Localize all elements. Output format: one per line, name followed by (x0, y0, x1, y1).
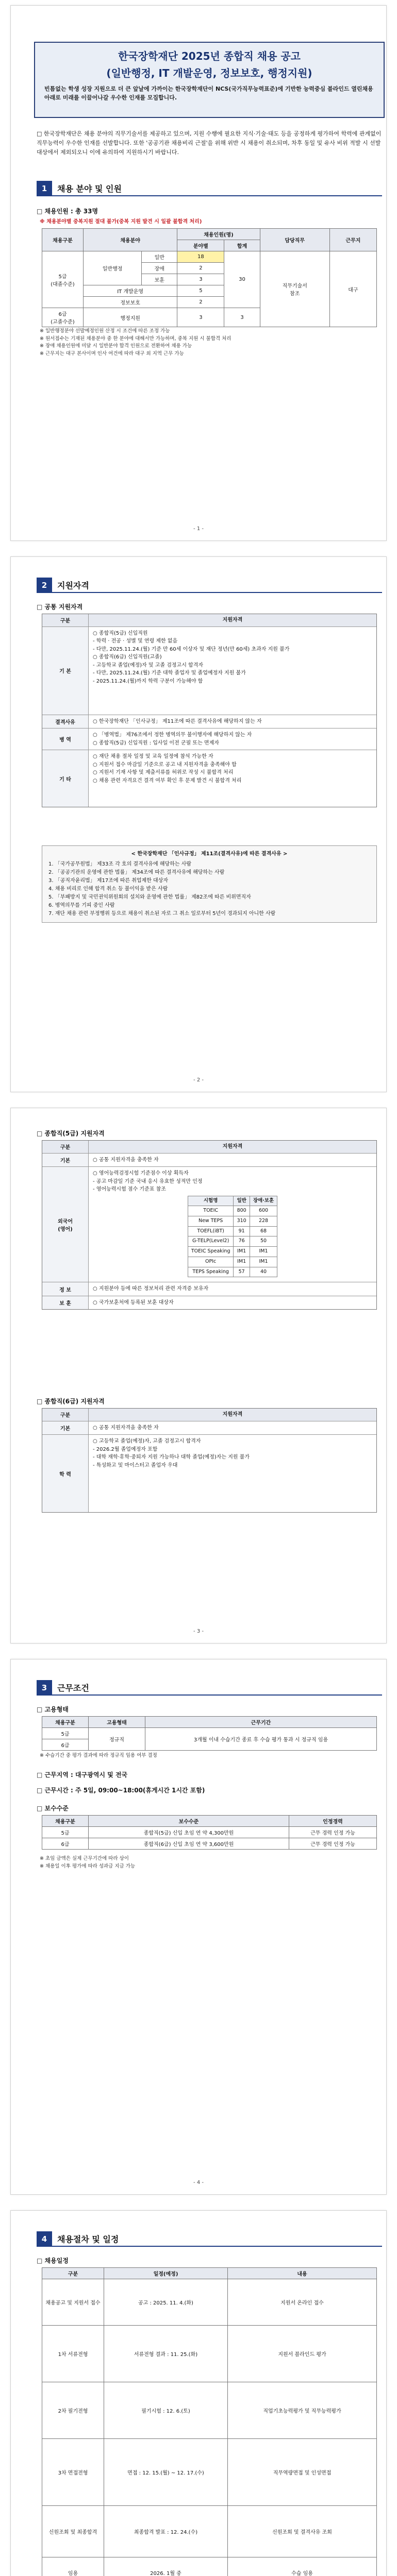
pay-notes (40, 1855, 380, 1870)
disqualification-box (42, 845, 377, 923)
cell-location: 대구 (329, 251, 376, 327)
section-2-header (37, 578, 382, 593)
english-score-table (188, 1196, 277, 1278)
grade5-qual-table (42, 1140, 377, 1310)
score-cell: 57 (234, 1267, 250, 1277)
cell-field: IT 개발운영 (84, 285, 177, 297)
th-by-field: 분야별 (177, 240, 224, 251)
score-cell: TOEFL(iBT) (188, 1226, 234, 1236)
table-row (42, 627, 376, 715)
pay-cell: 종합직(5급) 신입 초임 연 약 4,300만원 (89, 1827, 289, 1838)
section-4-title: 채용절차 및 일정 (52, 2231, 382, 2247)
table-row (42, 2326, 377, 2382)
intro-paragraph: □ 한국장학재단은 채용 분야의 직무기술서를 제공하고 있으며, 지원 수행에 필요한 지식·기술·태도 등을 공정하게 평가하여 학력에 관계없이 직무능력이 우수한 인재를 선발합니다. 또한 '공공기관 채용비리 근절'을 위해 위반 시 채용이 취소되며, 차후 동일 및 유사 비위 적발 시 선발 대상에서 제외되오니 이에 유의하여 지원하시기 바랍니다. (37, 130, 382, 156)
sched-cell: 지원서 블라인드 평가 (228, 2326, 377, 2382)
banner-title: 한국장학재단 2025년 종합직 채용 공고 (118, 50, 301, 62)
table-header-row (42, 1141, 376, 1154)
section-4-number: 4 (37, 2231, 52, 2247)
table-row (42, 1728, 377, 1739)
score-cell: 40 (250, 1267, 277, 1277)
section-2-number: 2 (37, 578, 52, 593)
note-line: ※ 근무지는 대구 본사이며 인사 여건에 따라 대구 외 지역 근무 가능 (40, 351, 184, 357)
th-content: 내용 (228, 2268, 377, 2279)
announcement-banner (34, 42, 385, 118)
row-value: ○ 국가보훈처에 등록된 보훈 대상자 (93, 1299, 174, 1306)
section-4-header (37, 2231, 382, 2247)
note-line: ※ 일반행정분야 선발예정인원 산정 시 조건에 따른 조정 가능 (40, 328, 170, 334)
pay-heading: □ 보수수준 (37, 1805, 69, 1812)
col-category: 구분 (42, 1141, 89, 1153)
row-key: 병 역 (42, 728, 89, 750)
cell-count: 2 (177, 263, 224, 274)
section-3-number: 3 (37, 1680, 52, 1696)
table-row (42, 715, 376, 729)
row-key: 결격사유 (42, 715, 89, 728)
table-row (42, 750, 376, 807)
sched-cell: 채용공고 및 지원서 접수 (42, 2279, 104, 2326)
cell-duty: 직무기술서 참조 (260, 251, 329, 327)
pay-cell: 6급 (42, 1838, 89, 1850)
emp-period: 3개월 이내 수습기간 종료 후 수습 평가 통과 시 정규직 임용 (145, 1728, 377, 1751)
table-row (42, 2279, 377, 2326)
col-category: 구분 (42, 1409, 89, 1421)
sched-cell: 신원조회 및 결격사유 조회 (228, 2506, 377, 2557)
row-key: 정 보 (42, 1282, 89, 1296)
page-number: - 1 - (193, 526, 204, 532)
col-qualification: 지원자격 (89, 1409, 376, 1421)
table-row (42, 1154, 376, 1167)
th-count: 채용인원(명) (177, 229, 260, 240)
cell-subfield: 보훈 (142, 274, 177, 285)
table-row (42, 2382, 377, 2439)
score-cell: TOEIC (188, 1206, 234, 1216)
row-value: ○ 「병역법」 제76조에서 정한 병역의무 불이행자에 해당하지 않는 자 ○ 종합직(5급) 신입직원 : 입사일 이전 군필 또는 면제자 (93, 732, 252, 746)
disqualification-item: 6. 병역의무를 기피 중인 사람 (48, 903, 115, 908)
score-cell: IM1 (250, 1247, 277, 1257)
sched-cell: 신원조회 및 최종합격 (42, 2506, 104, 2557)
table-row (188, 1267, 277, 1277)
row-key: 보 훈 (42, 1296, 89, 1310)
section-3-header (37, 1680, 382, 1696)
table-header-row (42, 614, 376, 627)
disqualification-item: 5. 「부패방지 및 국민권익위원회의 설치와 운영에 관한 법률」 제82조에 따른 비위면직자 (48, 894, 251, 900)
cell-field: 행정지원 (84, 308, 177, 327)
row-key: 기본 (42, 1421, 89, 1435)
th-location: 근무지 (329, 229, 376, 251)
table-row (188, 1257, 277, 1267)
cell-total: 3 (224, 308, 260, 327)
section-1-title: 채용 분야 및 인원 (52, 181, 382, 196)
pay-cell: 근무 경력 인정 가능 (289, 1838, 377, 1850)
note-line: ※ 초임 금액은 실제 근무기간에 따라 상이 (40, 1856, 129, 1861)
table-row (42, 2506, 377, 2557)
cell-grade5: 5급 (대졸수준) (42, 251, 84, 308)
sched-cell: 3차 면접전형 (42, 2439, 104, 2506)
cell-subfield: 장애 (142, 263, 177, 274)
score-cell: 228 (250, 1216, 277, 1226)
score-cell: New TEPS (188, 1216, 234, 1226)
employment-type-table (42, 1716, 377, 1751)
sched-cell: 2026. 1월 중 (104, 2557, 228, 2576)
emp-category: 5급 (42, 1728, 89, 1739)
score-col: 시험명 (188, 1196, 234, 1206)
table-row (188, 1206, 277, 1216)
sched-cell: 직업기초능력평가 및 직무능력평가 (228, 2382, 377, 2439)
recruit-table (42, 228, 377, 327)
section-1-number: 1 (37, 181, 52, 196)
note-line: ※ 채용일 이후 평가에 따라 성과급 지급 가능 (40, 1863, 136, 1869)
col-qualification: 지원자격 (89, 614, 376, 626)
th-date: 일정(예정) (104, 2268, 228, 2279)
row-value: ○ 지원분야 등에 따른 정보처리 관련 자격증 보유자 (93, 1286, 209, 1292)
emp-category: 6급 (42, 1739, 89, 1751)
row-value (89, 1167, 376, 1282)
common-qual-table (42, 614, 377, 807)
th-stage: 구분 (42, 2268, 104, 2279)
table-row (188, 1236, 277, 1247)
cell-count: 18 (177, 251, 224, 263)
section-3-title: 근무조건 (52, 1680, 382, 1696)
sched-cell: 수습 임용 (228, 2557, 377, 2576)
page-5 (10, 2210, 387, 2576)
th-emp-category: 채용구분 (42, 1717, 89, 1728)
row-key: 기 타 (42, 750, 89, 807)
grade5-qual-heading: □ 종합직(5급) 지원자격 (37, 1130, 105, 1137)
table-row (42, 1282, 376, 1296)
score-cell: 76 (234, 1236, 250, 1247)
sched-cell: 지원서 온라인 접수 (228, 2279, 377, 2326)
table-row (42, 1827, 377, 1838)
row-value: ○ 공통 지원자격을 충족한 자 (93, 1157, 159, 1163)
disqualification-item: 1. 「국가공무원법」 제33조 각 호의 결격사유에 해당하는 사람 (48, 861, 192, 867)
page-number: - 3 - (193, 1629, 204, 1634)
score-cell: 91 (234, 1226, 250, 1236)
cell-count: 3 (177, 274, 224, 285)
cell-count: 3 (177, 308, 224, 327)
disqualification-item: 4. 채용 비리로 인해 합격 취소 등 불이익을 받은 사람 (48, 886, 168, 892)
score-cell: 600 (250, 1206, 277, 1216)
th-emp-period: 근무기간 (145, 1717, 377, 1728)
score-cell: 68 (250, 1226, 277, 1236)
score-cell: TEPS Speaking (188, 1267, 234, 1277)
table-row (188, 1247, 277, 1257)
cell-field: 일반행정 (84, 251, 142, 285)
schedule-heading: □ 채용일정 (37, 2257, 69, 2264)
score-cell: IM1 (234, 1257, 250, 1267)
sched-cell: 서류전형 결과 : 11. 25.(화) (104, 2326, 228, 2382)
section-1-header (37, 181, 382, 196)
cell-field: 정보보호 (84, 297, 177, 308)
cell-grade6: 6급 (고졸수준) (42, 308, 84, 327)
table-row (42, 728, 376, 750)
duplicate-warning: ※ 채용분야별 중복지원 절대 불가(중복 지원 발견 시 일괄 불합격 처리) (40, 219, 202, 225)
pay-cell: 종합직(6급) 신입 초임 연 약 3,600만원 (89, 1838, 289, 1850)
grade6-qual-table (42, 1408, 377, 1513)
emp-type: 정규직 (89, 1728, 145, 1751)
col-qualification: 지원자격 (89, 1141, 376, 1153)
row-value: ○ 종합직(5급) 신입직원 - 학력 · 전공 · 성별 및 연령 제한 없음 - 다만, 2025.11.24.(월) 기준 만 60세 이상자 및 재단 정년(만 60세) 초과자 지원 불가 ○ 종합직(6급) 신입직원(고졸) - 고등학교 졸업(예정)자 및 고졸 검정고시 합격자 - 다만, 2025.11.24.(월) 기준 대학 졸업자 및 졸업예정자 지원 불가 - 2025.11.24.(월)까지 학력 구분이 가능해야 함 (93, 630, 290, 684)
th-category: 채용구분 (42, 229, 84, 251)
table-row (42, 1296, 376, 1310)
page-number: - 4 - (193, 2180, 204, 2185)
table-row (42, 1421, 376, 1435)
table-row (42, 2439, 377, 2506)
table-row (42, 1838, 377, 1850)
th-emp-type: 고용형태 (89, 1717, 145, 1728)
sched-cell: 최종합격 발표 : 12. 24.(수) (104, 2506, 228, 2557)
score-cell: 800 (234, 1206, 250, 1216)
section-2-title: 지원자격 (52, 578, 382, 593)
score-cell: TOEIC Speaking (188, 1247, 234, 1257)
page-2 (10, 556, 387, 1092)
sched-cell: 공고 : 2025. 11. 4.(화) (104, 2279, 228, 2326)
grade6-qual-heading: □ 종합직(6급) 지원자격 (37, 1398, 105, 1405)
page-4 (10, 1659, 387, 2195)
employment-type-heading: □ 고용형태 (37, 1706, 69, 1713)
sched-cell: 면접 : 12. 15.(월) ~ 12. 17.(수) (104, 2439, 228, 2506)
row-key: 기본 (42, 1154, 89, 1167)
score-cell: OPIc (188, 1257, 234, 1267)
th-total: 합계 (224, 240, 260, 251)
disqualification-item: 3. 「공직자윤리법」 제17조에 따른 취업제한 대상자 (48, 878, 169, 884)
headcount-line: □ 채용인원 : 총 33명 (37, 208, 98, 215)
th-field: 채용분야 (84, 229, 177, 251)
row-value: ○ 공통 지원자격을 충족한 자 (93, 1425, 159, 1431)
sched-cell: 임용 (42, 2557, 104, 2576)
score-col: 일반 (234, 1196, 250, 1206)
col-category: 구분 (42, 614, 89, 626)
score-cell: IM1 (250, 1257, 277, 1267)
sched-cell: 2차 필기전형 (42, 2382, 104, 2439)
row-value: ○ 재단 채용 절차 일정 및 교육 일정에 참석 가능한 자 ○ 지원서 접수 마감일 기준으로 공고 내 지원자격을 충족해야 함 ○ 지원서 기재 사항 및 제출서류를 허위로 작성 시 불합격 처리 ○ 채용 관련 자격요건 결격 여부 확인 후 문제 발견 시 불합격 처리 (93, 754, 242, 784)
th-pay-career: 인정경력 (289, 1816, 377, 1827)
schedule-table (42, 2267, 377, 2576)
pay-cell: 5급 (42, 1827, 89, 1838)
table-row (188, 1216, 277, 1226)
cell-subfield: 일반 (142, 251, 177, 263)
disqualification-item: 2. 「공공기관의 운영에 관한 법률」 제34조에 따른 결격사유에 해당하는 사람 (48, 870, 225, 875)
sched-cell: 필기시험 : 12. 6.(토) (104, 2382, 228, 2439)
table-header-row (42, 1409, 376, 1421)
row-value: ○ 고등학교 졸업(예정)자, 고졸 검정고시 합격자 - 2026.2월 졸업예정자 포함 - 대학 재학·휴학·중퇴자 지원 가능하나 대학 졸업(예정)자는 지원 불가 - 특성화고 및 마이스터고 졸업자 우대 (93, 1438, 250, 1468)
disqualification-item: 7. 재단 채용 관련 부정행위 등으로 채용이 취소된 자로 그 취소 일로부터 5년이 경과되지 아니한 사람 (48, 911, 276, 917)
pay-table (42, 1815, 377, 1850)
score-cell: IM1 (234, 1247, 250, 1257)
english-requirement: ○ 영어능력검정시험 기준점수 이상 획득자 - 공고 마감일 기준 국내 응시 유효한 성적만 인정 - 영어능력시험 점수 기준표 참조 (93, 1171, 203, 1192)
table-row (188, 1226, 277, 1236)
note-line: ※ 장애 채용인원에 미달 시 일반분야 합격 인원으로 전환하여 채용 가능 (40, 343, 192, 349)
banner-description: 빈틈없는 학생 성장 지원으로 더 큰 앞날에 가까이는 한국장학재단이 NCS(국가직무능력표준)에 기반한 능력중심 블라인드 열린채용 아래로 미래를 이끌어나갈 우수한 인재를 모집합니다. (44, 86, 373, 101)
cell-count: 2 (177, 297, 224, 308)
page-1 (10, 5, 387, 541)
note-line: ※ 원서접수는 기재된 채용분야 중 한 분야에 대해서만 가능하며, 중복 지원 시 불합격 처리 (40, 335, 231, 342)
row-value: ○ 한국장학재단 「인사규정」 제11조에 따른 결격사유에 해당하지 않는 자 (93, 718, 262, 724)
table-row (42, 251, 377, 263)
recruit-notes (40, 328, 380, 358)
score-cell: G-TELP(Level2) (188, 1236, 234, 1247)
sched-cell: 1차 서류전형 (42, 2326, 104, 2382)
cell-count: 5 (177, 285, 224, 297)
banner-subtitle: (일반행정, IT 개발운영, 정보보호, 행정지원) (106, 67, 312, 79)
th-duty: 담당직무 (260, 229, 329, 251)
table-row (42, 1167, 376, 1282)
cell-total: 30 (224, 251, 260, 308)
work-location: □ 근무지역 : 대구광역시 및 전국 (37, 1771, 128, 1778)
score-cell: 50 (250, 1236, 277, 1247)
score-cell: 310 (234, 1216, 250, 1226)
work-hours: □ 근무시간 : 주 5일, 09:00~18:00(휴게시간 1시간 포함) (37, 1787, 205, 1794)
common-qual-heading: □ 공통 지원자격 (37, 603, 83, 611)
sched-cell: 직무역량면접 및 인성면접 (228, 2439, 377, 2506)
row-key: 학 력 (42, 1435, 89, 1512)
row-key: 기 본 (42, 627, 89, 715)
page-number: - 2 - (193, 1077, 204, 1083)
score-col: 장애·보훈 (250, 1196, 277, 1206)
pay-cell: 근무 경력 인정 가능 (289, 1827, 377, 1838)
employment-note: ※ 수습기간 중 평가 결과에 따라 정규직 임용 여부 결정 (40, 1753, 157, 1758)
table-row (42, 2557, 377, 2576)
table-row (42, 1435, 376, 1512)
th-pay-category: 채용구분 (42, 1816, 89, 1827)
th-pay-level: 보수수준 (89, 1816, 289, 1827)
page-3 (10, 1108, 387, 1643)
row-key: 외국어 (영어) (42, 1167, 89, 1282)
disqualification-title: < 한국장학재단 「인사규정」 제11조(결격사유)에 따른 결격사유 > (131, 851, 288, 857)
